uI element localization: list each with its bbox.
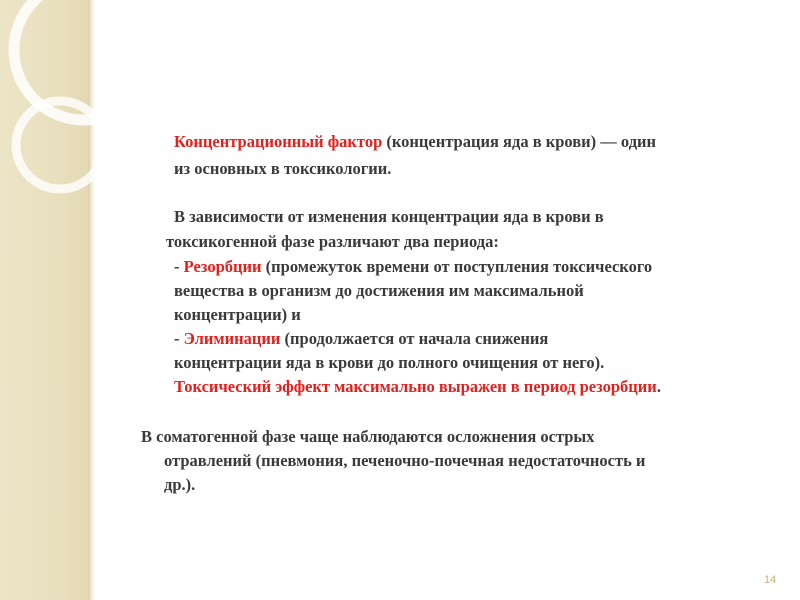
text-line (174, 206, 604, 228)
toxic-effect-statement: Токсический эффект максимально выражен в период резорбции (174, 377, 657, 396)
text-line (174, 328, 548, 350)
text-fragment: В соматогенной фазе чаще наблюдаются осложнения острых (141, 427, 595, 446)
text-line (174, 376, 661, 398)
text-line (174, 256, 652, 278)
text-line (164, 450, 645, 472)
text-line (174, 304, 301, 326)
page-number: 14 (764, 574, 777, 586)
text-line (174, 352, 604, 374)
term-concentration-factor: Концентрационный фактор (174, 132, 383, 151)
text-line (141, 426, 595, 448)
text-fragment: - (174, 257, 184, 276)
text-fragment: (концентрация яда в крови) — один (382, 132, 657, 151)
term-elimination: Элиминации (183, 329, 281, 348)
text-line (174, 131, 656, 153)
text-line (174, 158, 391, 180)
text-fragment: . (656, 377, 661, 396)
text-fragment: отравлений (пневмония, печеночно-почечная недостаточность и (164, 451, 646, 470)
text-fragment: вещества в организм до достижения им максимальной (174, 281, 584, 300)
text-line (174, 280, 584, 302)
term-resorption: Резорбции (183, 257, 262, 276)
text-fragment: токсикогенной фазе различают два периода: (166, 232, 499, 251)
text-fragment: концентрации яда в крови до полного очищения от него). (174, 353, 605, 372)
text-line (166, 231, 499, 253)
text-fragment: В зависимости от изменения концентрации яда в крови в (174, 207, 604, 226)
text-fragment: (промежуток времени от поступления токсического (261, 257, 653, 276)
text-fragment: - (174, 329, 184, 348)
text-fragment: из основных в токсикологии. (174, 159, 392, 178)
text-fragment: (продолжается от начала снижения (280, 329, 549, 348)
text-fragment: др.). (164, 475, 196, 494)
text-fragment: концентрации) и (174, 305, 301, 324)
text-line (164, 474, 195, 496)
